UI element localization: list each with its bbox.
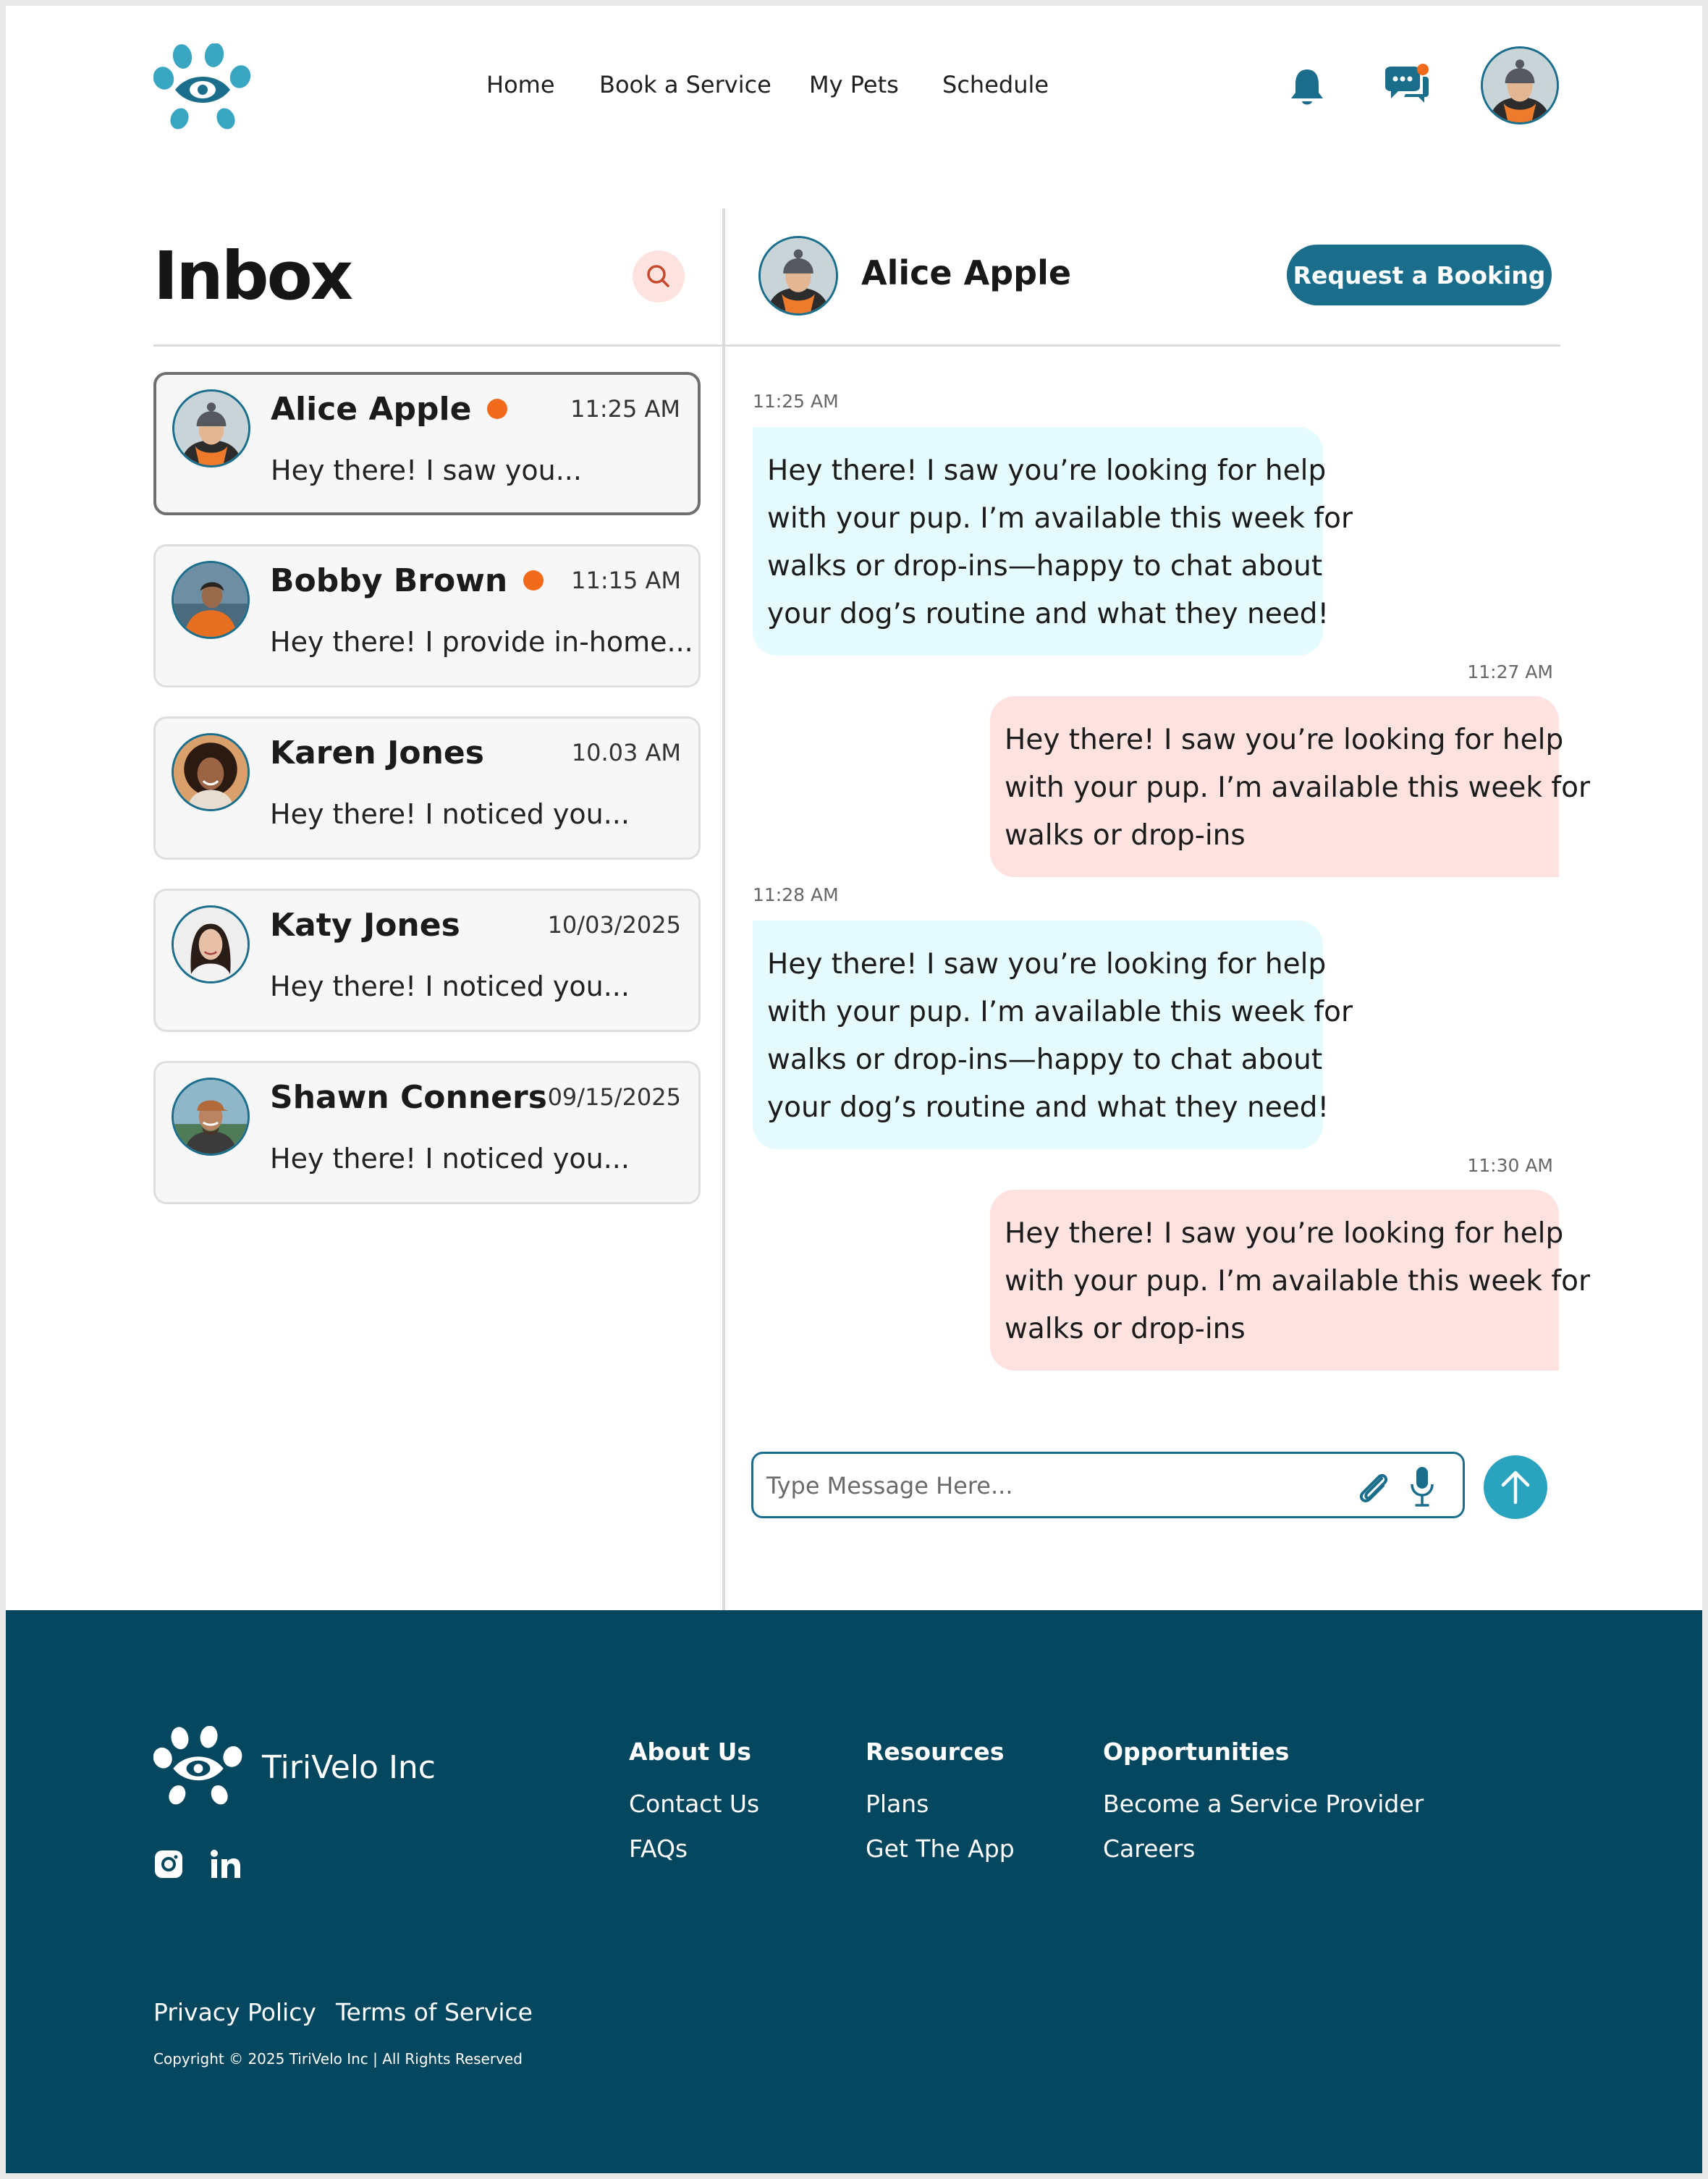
conversation-name: Shawn Conners [270, 1079, 547, 1116]
message-composer [751, 1452, 1465, 1518]
footer-heading-opportunities: Opportunities [1103, 1738, 1290, 1766]
message-line: your dog’s routine and what they need! [767, 598, 1329, 630]
avatar [172, 905, 250, 983]
conversation-preview: Hey there! I noticed you... [270, 798, 630, 830]
conversation-name: Alice Apple [271, 391, 472, 428]
search-button[interactable] [633, 250, 685, 302]
conversation-time: 10/03/2025 [547, 911, 681, 939]
footer-logo-icon[interactable] [153, 1726, 243, 1807]
message-line: with your pup. I’m available this week for [767, 502, 1353, 535]
microphone-icon[interactable] [1409, 1465, 1435, 1507]
main-nav [6, 71, 1702, 107]
conversation-name: Bobby Brown [270, 562, 508, 599]
message-line: walks or drop-ins [1005, 1313, 1246, 1345]
nav-book-a-service[interactable]: Book a Service [599, 71, 771, 98]
message-line: Hey there! I saw you’re looking for help [1005, 724, 1564, 756]
conversation-name: Karen Jones [270, 735, 484, 771]
footer-brand-name: TiriVelo Inc [262, 1749, 436, 1786]
footer-heading-resources: Resources [866, 1738, 1005, 1766]
arrow-up-icon [1499, 1469, 1532, 1505]
message-line: your dog’s routine and what they need! [767, 1091, 1329, 1124]
message-line: Hey there! I saw you’re looking for help [767, 454, 1327, 487]
conversation-time: 10.03 AM [571, 739, 681, 766]
message-line: walks or drop-ins [1005, 819, 1246, 852]
message-line: walks or drop-ins—happy to chat about [767, 550, 1323, 583]
chat-contact-name: Alice Apple [861, 253, 1072, 292]
nav-schedule[interactable]: Schedule [942, 71, 1049, 98]
inbox-title: Inbox [153, 237, 352, 315]
message-timestamp: 11:28 AM [753, 884, 839, 905]
footer-link-get-the-app[interactable]: Get The App [866, 1835, 1015, 1863]
message-bubble-outgoing [990, 1190, 1591, 1371]
conversation-preview: Hey there! I saw you... [271, 454, 582, 486]
conversation-name: Katy Jones [270, 907, 460, 944]
privacy-policy-link[interactable]: Privacy Policy [153, 1998, 316, 2026]
conversation-item-karen-jones[interactable] [153, 716, 701, 860]
conversation-item-alice-apple[interactable] [153, 372, 701, 515]
message-bubble-incoming [753, 921, 1353, 1149]
conversation-time: 09/15/2025 [547, 1083, 681, 1111]
message-line: Hey there! I saw you’re looking for help [1005, 1217, 1564, 1250]
bell-icon[interactable] [1288, 67, 1326, 107]
conversation-preview: Hey there! I noticed you... [270, 970, 630, 1002]
conversation-item-shawn-conners[interactable] [153, 1061, 701, 1204]
message-line: with your pup. I’m available this week for [767, 996, 1353, 1028]
message-timestamp: 11:30 AM [1467, 1155, 1553, 1176]
send-button[interactable] [1484, 1455, 1547, 1519]
footer-link-faqs[interactable]: FAQs [629, 1835, 688, 1863]
conversation-preview: Hey there! I noticed you... [270, 1143, 630, 1175]
search-icon [644, 262, 673, 291]
inbox-divider [153, 344, 724, 347]
page [6, 6, 1702, 2173]
instagram-icon[interactable] [153, 1849, 184, 1879]
message-input[interactable] [766, 1467, 1331, 1505]
nav-home[interactable]: Home [486, 71, 555, 98]
user-avatar[interactable] [1481, 46, 1559, 124]
footer-heading-about: About Us [629, 1738, 752, 1766]
message-line: walks or drop-ins—happy to chat about [767, 1044, 1323, 1076]
messages-icon[interactable] [1382, 62, 1430, 106]
conversation-time: 11:15 AM [571, 567, 681, 594]
request-booking-button[interactable]: Request a Booking [1287, 245, 1552, 305]
conversation-item-katy-jones[interactable] [153, 889, 701, 1032]
footer-link-become-provider[interactable]: Become a Service Provider [1103, 1790, 1424, 1818]
footer-link-careers[interactable]: Careers [1103, 1835, 1196, 1863]
avatar [172, 561, 250, 639]
chat-contact-avatar [758, 236, 838, 316]
footer [6, 1610, 1702, 2173]
message-bubble-outgoing [990, 696, 1591, 877]
unread-dot [523, 570, 544, 591]
column-divider [722, 208, 725, 1616]
avatar [172, 1078, 250, 1156]
copyright: Copyright © 2025 TiriVelo Inc | All Rights Reserved [153, 2050, 523, 2068]
nav-my-pets[interactable]: My Pets [809, 71, 899, 98]
message-line: with your pup. I’m available this week for [1005, 771, 1591, 804]
footer-link-plans[interactable]: Plans [866, 1790, 929, 1818]
conversation-preview: Hey there! I provide in-home... [270, 626, 693, 658]
unread-dot [487, 399, 507, 419]
footer-link-contact-us[interactable]: Contact Us [629, 1790, 760, 1818]
message-bubble-incoming [753, 427, 1353, 656]
message-line: with your pup. I’m available this week for [1005, 1265, 1591, 1298]
chat-header-divider [725, 344, 1560, 347]
message-timestamp: 11:27 AM [1467, 661, 1553, 682]
paperclip-icon[interactable] [1354, 1467, 1393, 1506]
conversation-item-bobby-brown[interactable] [153, 544, 701, 687]
terms-of-service-link[interactable]: Terms of Service [336, 1998, 533, 2026]
message-line: Hey there! I saw you’re looking for help [767, 948, 1327, 981]
avatar [172, 389, 250, 467]
conversation-time: 11:25 AM [570, 395, 680, 423]
avatar [172, 733, 250, 811]
message-timestamp: 11:25 AM [753, 391, 839, 412]
linkedin-icon[interactable] [210, 1849, 242, 1879]
